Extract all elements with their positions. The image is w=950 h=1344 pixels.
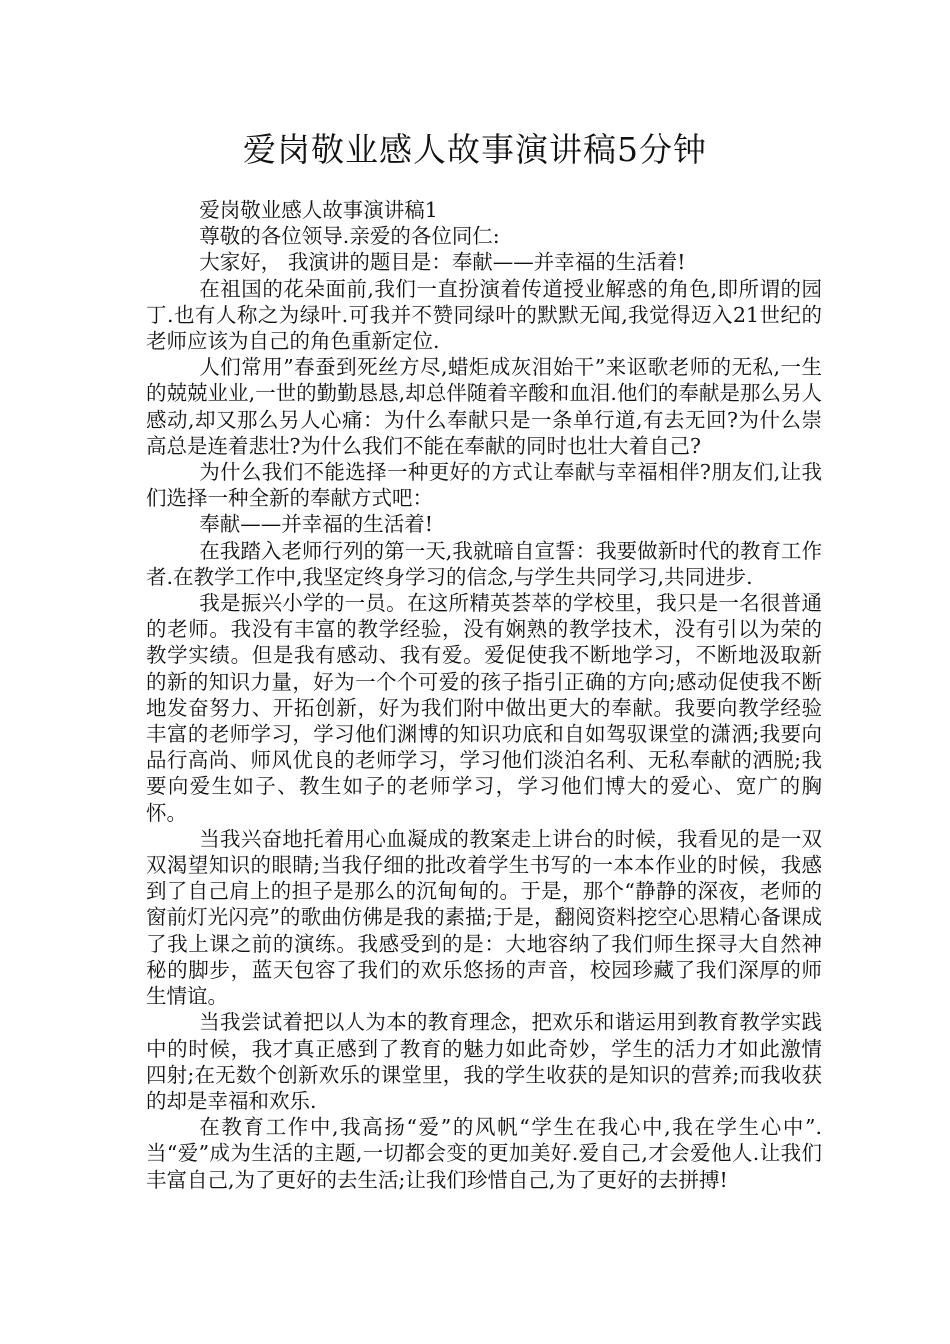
paragraph: 我是振兴小学的一员。在这所精英荟萃的学校里，我只是一名很普通的老师。我没有丰富的教学经验，没有娴熟的教学技术，没有引以为荣的教学实绩。但是我有感动、我有爱。爱促使我不断地学习，不断地汲取新的新的知识力量，好为一个个可爱的孩子指引正确的方向;感动促使我不断地发奋努力、开拓创新，好为我们附中做出更大的奉献。我要向教学经验丰富的老师学习，学习他们渊博的知识功底和自如驾驭课堂的潇洒;我要向品行高尚、师风优良的老师学习，学习他们淡泊名利、无私奉献的洒脱;我要向爱生如子、教生如子的老师学习，学习他们博大的爱心、宽广的胸怀。 [146,591,822,825]
paragraph: 人们常用”春蚕到死丝方尽,蜡炬成灰泪始干”来讴歌老师的无私,一生的兢兢业业,一世的勤勤恳恳,却总伴随着辛酸和血泪.他们的奉献是那么另人感动,却又那么另人心痛：为什么奉献只是一条单行道,有去无回?为什么崇高总是连着悲壮?为什么我们不能在奉献的同时也壮大着自己? [146,355,822,458]
paragraph: 尊敬的各位领导.亲爱的各位同仁: [199,224,500,249]
paragraph: 爱岗敬业感人故事演讲稿1 [199,198,438,222]
paragraph: 当我尝试着把以人为本的教育理念，把欢乐和谐运用到教育教学实践中的时候，我才真正感到了教育的魅力如此奇妙，学生的活力才如此激情四射;在无数个创新欢乐的课堂里，我的学生收获的是知识的营养;而我收获的却是幸福和欢乐. [146,1010,822,1113]
paragraph: 在我踏入老师行列的第一天,我就暗自宣誓：我要做新时代的教育工作者.在教学工作中,我坚定终身学习的信念,与学生共同学习,共同进步. [146,538,822,589]
paragraph: 奉献——并幸福的生活着! [199,512,434,537]
document-title: 爱岗敬业感人故事演讲稿5分钟 [243,130,707,169]
paragraph: 在祖国的花朵面前,我们一直扮演着传道授业解惑的角色,即所谓的园丁.也有人称之为绿叶.可我并不赞同绿叶的默默无闻,我觉得迈入21世纪的老师应该为自己的角色重新定位. [146,276,822,354]
paragraph: 为什么我们不能选择一种更好的方式让奉献与幸福相伴?朋友们,让我们选择一种全新的奉献方式吧： [146,460,822,511]
paragraph: 大家好， 我演讲的题目是：奉献——并幸福的生活着! [199,250,686,275]
document-body [146,197,822,1193]
paragraph: 当我兴奋地托着用心血凝成的教案走上讲台的时候，我看见的是一双双渴望知识的眼睛;当我仔细的批改着学生书写的一本本作业的时候，我感到了自己肩上的担子是那么的沉甸甸的。于是，那个“静静的深夜，老师的窗前灯光闪亮”的歌曲仿佛是我的素描;于是，翻阅资料挖空心思精心备课成了我上课之前的演练。我感受到的是：大地容纳了我们师生探寻大自然神秘的脚步，蓝天包容了我们的欢乐悠扬的声音，校园珍藏了我们深厚的师生情谊。 [146,826,822,1009]
paragraph: 在教育工作中,我高扬“爱”的风帆“学生在我心中,我在学生心中”.当“爱”成为生活的主题,一切都会变的更加美好.爱自己,才会爱他人.让我们丰富自己,为了更好的去生活;让我们珍惜自己,为了更好的去拼搏! [146,1115,822,1192]
